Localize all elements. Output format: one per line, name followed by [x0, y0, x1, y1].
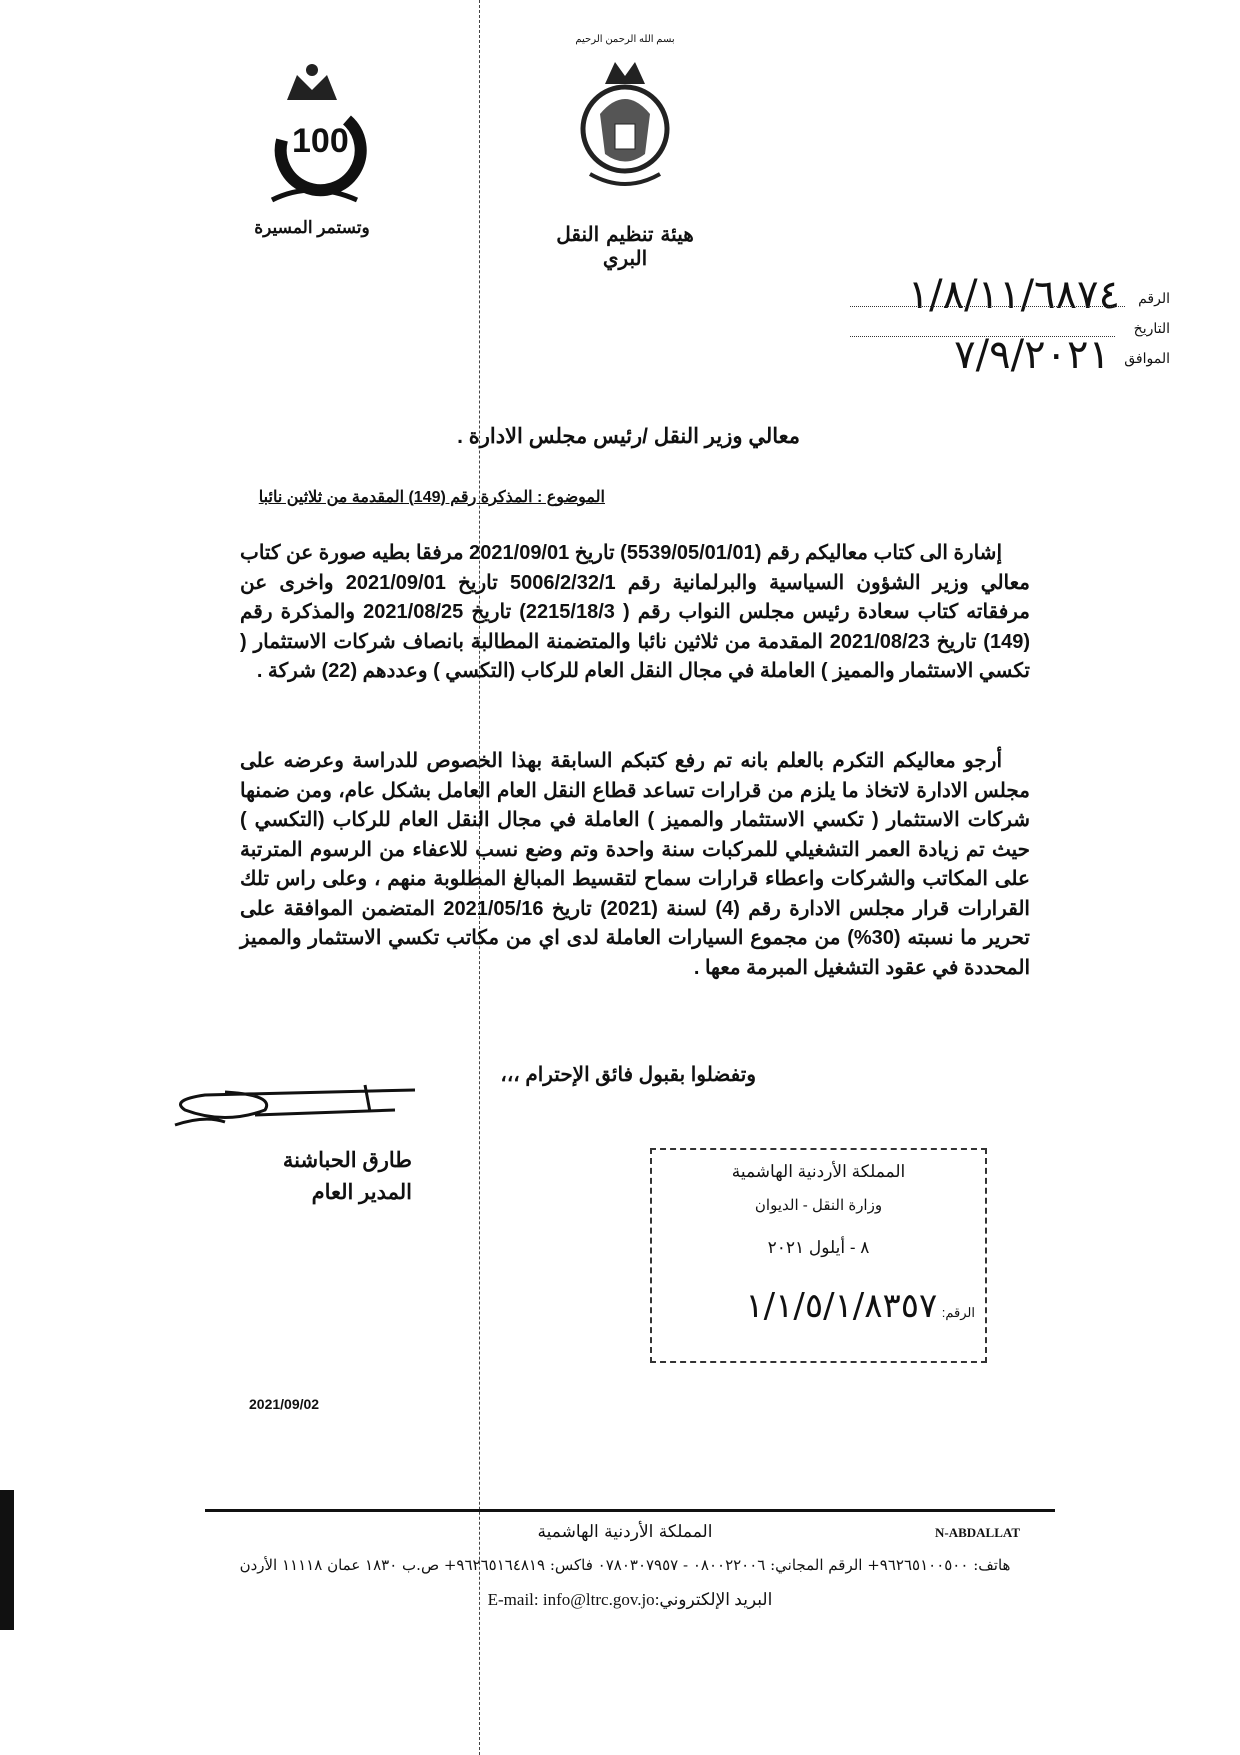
- ref-date-label: التاريخ: [1133, 320, 1170, 336]
- footer-email-line: [440, 1590, 820, 1610]
- footer-email: E-mail: info@ltrc.gov.jo: [487, 1590, 655, 1609]
- signature: [165, 1080, 420, 1130]
- stamp-ref-label: الرقم:: [941, 1305, 975, 1320]
- stamp-kingdom: المملكة الأردنية الهاشمية: [731, 1162, 906, 1181]
- emblem-top-text: بسم الله الرحمن الرحيم: [575, 34, 675, 45]
- emblem-icon: [575, 54, 675, 204]
- footer-kingdom: المملكة الأردنية الهاشمية: [537, 1522, 713, 1542]
- reference-block: [810, 272, 1170, 378]
- received-stamp: [650, 1148, 987, 1363]
- paragraph-reference: إشارة الى كتاب معاليكم رقم (5539/05/01/01) تاريخ 2021/09/01 مرفقا بطيه صورة عن كتاب معالي وزير الشؤون السياسية والبرلمانية رقم 5006/2/32/1 تاريخ 2021/09/01 واخرى عن مرفقاته كتاب سعادة رئيس مجلس النواب رقم ( 2215/18/3) تاريخ 2021/08/25 والمذكرة رقم (149) تاريخ 2021/08/23 المقدمة من ثلاثين نائبا والمتضمنة المطالبة بانصاف شركات الاستثمار ( تكسي الاستثمار والمميز ) العاملة في مجال النقل العام للركاب (التكسي ) وعددهم (22) شركة .: [240, 542, 1030, 682]
- footer-email-label: البريد الإلكتروني:: [654, 1590, 773, 1609]
- signatory-name: طارق الحباشنة: [282, 1149, 412, 1172]
- signatory-title: المدير العام: [311, 1181, 412, 1204]
- stamp-date: ٨ - أيلول ٢٠٢١: [767, 1238, 870, 1257]
- ref-date-value: ٧/٩/٢٠٢١: [954, 332, 1110, 378]
- footer-divider: [205, 1509, 1055, 1512]
- paragraph-response: أرجو معاليكم التكرم بالعلم بانه تم رفع كتبكم السابقة بهذا الخصوص للدراسة وعرضه على مجلس الادارة لاتخاذ ما يلزم من قرارات تساعد قطاع النقل العام العامل بشكل عام، ومن ضمنها شركات الاستثمار ( تكسي الاستثمار والمميز ) العاملة في مجال النقل العام للركاب (التكسي ) حيث تم زيادة العمر التشغيلي للمركبات سنة واحدة وتم وضع نسب للاعفاء من الرسوم المترتبة على المكاتب والشركات واعطاء قرارات سماح لتقسيط المبالغ المطلوبة منهم ، وعلى راس تلك القرارات قرار مجلس الادارة رقم (4) لسنة (2021) تاريخ 2021/05/16 المتضمن الموافقة على تحرير ما نسبته (30%) من مجموع السيارات العاملة لدى اي من مكاتب تكسي الاستثمار والمميز المحددة في عقود التشغيل المبرمة معها .: [240, 750, 1030, 979]
- authority-name: هيئة تنظيم النقل البري: [556, 222, 694, 270]
- ref-number-value: ١/٨/١١/٦٨٧٤: [907, 272, 1120, 318]
- ref-number-label: الرقم: [1138, 290, 1170, 306]
- letter-date: 2021/09/02: [249, 1396, 320, 1412]
- closing-salutation: وتفضلوا بقبول فائق الإحترام ،،،: [500, 1064, 756, 1086]
- ref-corresponding-label: الموافق: [1124, 350, 1170, 366]
- centennial-number: 100: [292, 122, 349, 160]
- coat-of-arms: [556, 34, 694, 270]
- stamp-ministry: وزارة النقل - الديوان: [754, 1197, 883, 1214]
- footer-contact: هاتف: ٩٦٢٦٥١٠٠٥٠٠+ الرقم المجاني: ٠٨٠٠٢٢٠٠٦ - ٠٧٨٠٣٠٧٩٥٧ فاكس: ٩٦٢٦٥١٦٤٨١٩+ ص.ب ١٨٣٠ عمان ١١١١٨ الأردن: [239, 1556, 1011, 1574]
- typist-initials: N-ABDALLAT: [935, 1525, 1020, 1540]
- centennial-logo: [252, 60, 372, 250]
- centennial-slogan: وتستمر المسيرة: [254, 218, 370, 237]
- stamp-ref-value: ١/١/٥/١/٨٣٥٧: [745, 1286, 938, 1326]
- addressee: معالي وزير النقل /رئيس مجلس الادارة .: [457, 425, 800, 448]
- subject-line: الموضوع : المذكرة رقم (149) المقدمة من ثلاثين نائبا: [258, 489, 605, 506]
- scan-edge-bar: [0, 1490, 14, 1630]
